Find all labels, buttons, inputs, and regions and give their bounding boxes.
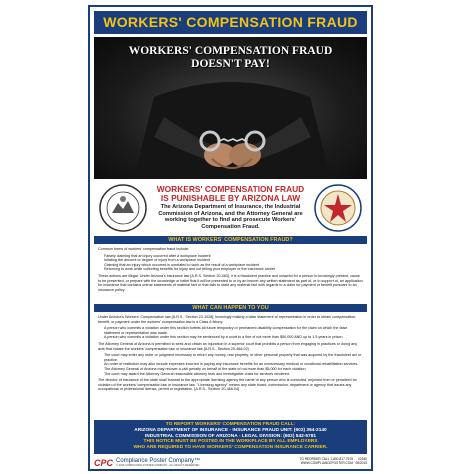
reorder-info (299, 457, 353, 465)
list-item: • Inflating the amount or degree of injury from a workplace incident (104, 258, 363, 263)
section-consequences-body (98, 315, 363, 418)
section2-closing: The director of insurance of the state shall forward to the appropriate licensing agency the name of any person who is convicted, enjoined from or penalized for violation of the workers' compensation law or insurance law. "Licensing agency" means any state board, commission, department or agency that issues any occupational or professional license, permit or registration. [A.R.S., Section 20-466.04] (98, 378, 357, 392)
photo-headline-line-2: DOESN'T PAY! (191, 58, 270, 70)
report-line-4: THIS NOTICE MUST BE POSTED IN THE WORKPLACE BY ALL EMPLOYERS (143, 439, 318, 445)
cpc-logo: CPC (94, 458, 114, 468)
poster-code (355, 457, 367, 465)
list-item: • The court may award the Attorney General reasonable attorney fees and investigative costs for services rendered. (104, 372, 363, 377)
list-item: • An order of restitution may also include expenses incurred in paying any insurance benefits for an unnecessary medical or vocational rehabilitation services. (104, 362, 363, 367)
list-item: • Claiming that an injury which occurred is unrelated to work as the result of a workplace incident (104, 263, 363, 268)
copyright-text: © 2015 COMPLIANCE POSTER COMPANY · ALL RIGHTS RESERVED (116, 464, 200, 467)
reorder-website: WWW.COMPLIANCEPOSTER.COM (300, 461, 353, 465)
poster-title: WORKERS' COMPENSATION FRAUD (94, 11, 367, 34)
insurance-department-seal (313, 183, 363, 233)
fraud-poster (88, 5, 373, 471)
report-fraud-box (94, 420, 367, 454)
list-item: • Falsely claiming that an injury occurred after a workplace incident (104, 254, 363, 259)
list-item: • The court may enter any order or judgment necessary to return any money, real property, or other personal property that was acquired by the fraudulent act or practice. (104, 353, 363, 362)
photo-headline-line-1: WORKERS' COMPENSATION FRAUD (128, 45, 333, 57)
poster-footer (94, 457, 367, 469)
poster-number: 02350 (358, 457, 367, 461)
list-item: • A person who commits a violation under this section forfeits all future temporary or permanent disability compensation for the claim on which the false statement or representation was made. (104, 326, 363, 335)
section2-intro: Under Arizona's Workers' Compensation law [A.R.S., Section 23-1028], knowingly making a false statement or representation in order to obtain compensation, benefit, or payment under the workers' compensation law is a Class 6 felony. (98, 315, 357, 324)
section-what-is-fraud-title: WHAT IS WORKERS' COMPENSATION FRAUD? (94, 236, 367, 244)
list-item: • A person who commits a violation under this section may be sentenced by a court to a fine of not more than $50,000 AND up to 1.5 years in prison. (104, 335, 363, 340)
handcuffs-photo (94, 37, 367, 179)
report-line-1: TO REPORT WORKERS' COMPENSATION FRAUD CALL: (165, 422, 296, 427)
law-heading-line-2: IS PUNISHABLE BY ARIZONA LAW (160, 193, 301, 203)
section2-middle: The Attorney General of Arizona is permitted to seek and obtain an injunction in a superior court that prohibits a person from engaging in practices or doing any acts that violate the workers' compensation law or insurance law [A.R.S., Section 20-466.02] (98, 341, 358, 351)
company-name: Compliance Poster Company™ (116, 458, 201, 464)
law-heading-line-1: WORKERS' COMPENSATION FRAUD (156, 184, 305, 194)
report-line-2: ARIZONA DEPARTMENT OF INSURANCE - INSURANCE FRAUD UNIT: (602) 364-2140 (134, 427, 327, 433)
reorder-phone: TO REORDER CALL 1-800-817-7678 (299, 457, 353, 461)
section1-closing: These actions are illegal. Under Arizona's insurance law [A.R.S. Section 20-463], it is a fraudulent practice and unlawful for a person to knowingly present, cause to be presented, or prepare with the knowledge or belief that it will be presented to or by an insurer any written statement as part of, or in support of, an application for insurance that contains untrue statements of material fact or that fails to state any material fact with regards to a claim for payment or benefit pursuant to an insurance policy. (98, 273, 363, 292)
poster-date: 08/2015 (355, 461, 367, 465)
photo-headline (94, 45, 367, 71)
law-body: The Arizona Department of Insurance, the Industrial Commission of Arizona, and the Attorney General are working together to find and prosecute Workers' Compensation Fraud. (158, 204, 303, 230)
list-item: • Returning to work while collecting benefits for injury and not telling your employer or the insurance carrier (104, 267, 363, 272)
report-line-3: INDUSTRIAL COMMISSION OF ARIZONA - LEGAL DIVISION: (602) 542-5781 (144, 433, 317, 439)
section2-list (98, 326, 363, 340)
section1-intro: Common forms of workers' compensation fraud include: (98, 247, 190, 251)
section2-list-2 (98, 353, 363, 376)
industrial-commission-seal (98, 183, 148, 233)
section1-list (98, 254, 363, 272)
law-heading (150, 185, 311, 203)
list-item: • The Attorney General of Arizona may recover a civil penalty on behalf of the state of not more than $5,000 for each violation. (104, 367, 363, 372)
section-what-is-fraud-body (98, 247, 363, 303)
report-line-5: WHO ARE REQUIRED TO HAVE WORKERS' COMPENSATION INSURANCE CARRIER. (133, 445, 328, 451)
section-consequences-title: WHAT CAN HAPPEN TO YOU (94, 304, 367, 312)
